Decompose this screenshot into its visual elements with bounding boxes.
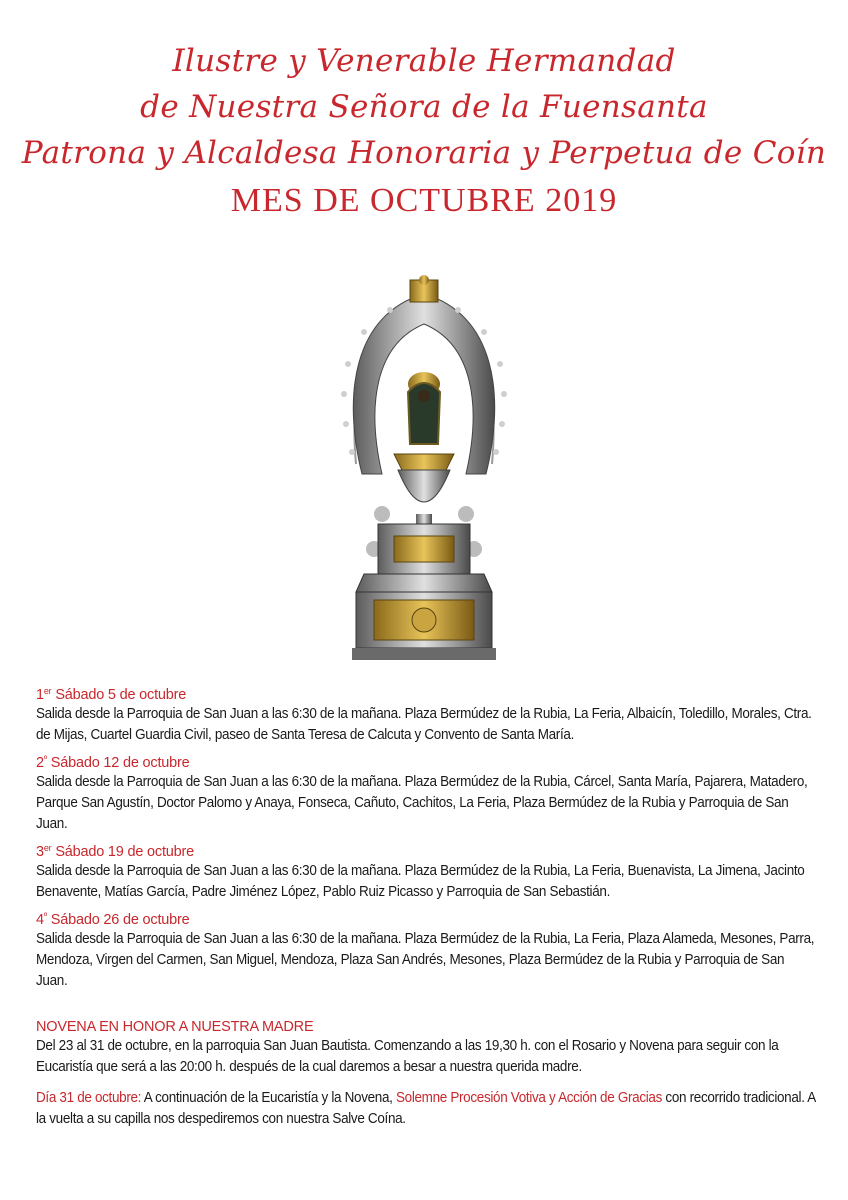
rosary-heading-2: $2^º$ Sábado 12 de octubre: [36, 754, 190, 771]
rosary-heading-3: 3er Sábado 19 de octubre: [36, 843, 195, 860]
rosary-section-3: [36, 843, 816, 903]
rosary-heading-1: 1er Sábado 5 de octubre: [36, 686, 187, 703]
title-line-1: Ilustre y Venerable Hermandad: [172, 43, 676, 79]
header: [0, 38, 848, 220]
final-label: Día 31 de octubre:: [36, 1090, 142, 1106]
final-text-part-1: A continuación de la Eucaristía y la Novena,: [141, 1090, 396, 1106]
rosary-text-4: Salida desde la Parroquia de San Juan a las 6:30 de la mañana. Plaza Bermúdez de la Rubia, La Feria, Plaza Alameda, Mesones, Parra, Mendoza, Virgen del Carmen, San Miguel, Mendoza, Plaza San Andrés, Mesones, Plaza Bermúdez de la Rubia y Parroquia de San Juan.: [36, 931, 815, 989]
title-line-3: Patrona y Alcaldesa Honoraria y Perpetua de Coín: [21, 135, 827, 171]
novena-section: [36, 1018, 816, 1078]
rosary-text-1: Salida desde la Parroquia de San Juan a las 6:30 de la mañana. Plaza Bermúdez de la Rubia, La Feria, Albaicín, Toledillo, Morales, Ctra. de Mijas, Cuartel Guardia Civil, paseo de Santa Teresa de Calcuta y Convento de Santa María.: [36, 706, 812, 743]
rosary-section-4: [36, 911, 816, 992]
content: [36, 686, 816, 1138]
final-text: [36, 1088, 815, 1130]
rosary-heading-4: $4^º$ Sábado 26 de octubre: [36, 911, 190, 928]
rosary-section-2: [36, 754, 816, 835]
month-title: MES DE OCTUBRE 2019: [230, 182, 618, 219]
final-section: [36, 1088, 816, 1130]
virgin-statue-image: [334, 274, 514, 666]
final-highlight: Solemne Procesión Votiva y Acción de Gracias: [395, 1090, 663, 1106]
final-text-part-2: con recorrido tradicional. A la vuelta a su capilla nos despediremos con nuestra Salve Coína.: [36, 1090, 816, 1127]
rosary-text-3: Salida desde la Parroquia de San Juan a las 6:30 de la mañana. Plaza Bermúdez de la Rubia, La Feria, Buenavista, La Jimena, Jacinto Benavente, Matías García, Padre Jiménez López, Pablo Ruiz Picasso y Parroquia de San Sebastián.: [36, 863, 805, 900]
novena-heading: NOVENA EN HONOR A NUESTRA MADRE: [36, 1019, 314, 1035]
rosary-section-1: [36, 686, 816, 746]
novena-text: Del 23 al 31 de octubre, en la parroquia San Juan Bautista. Comenzando a las 19,30 h. con el Rosario y Novena para seguir con la Eucaristía que será a las 20:00 h. después de la cual daremos a besar a nuestra querida madre.: [36, 1038, 779, 1075]
rosary-text-2: Salida desde la Parroquia de San Juan a las 6:30 de la mañana. Plaza Bermúdez de la Rubia, Cárcel, Santa María, Pajarera, Matadero, Parque San Agustín, Doctor Palomo y Anaya, Fonseca, Cañuto, Cachitos, La Feria, Plaza Bermúdez de la Rubia y Parroquia de San Juan.: [36, 774, 808, 832]
title-line-2: de Nuestra Señora de la Fuensanta: [140, 89, 708, 125]
